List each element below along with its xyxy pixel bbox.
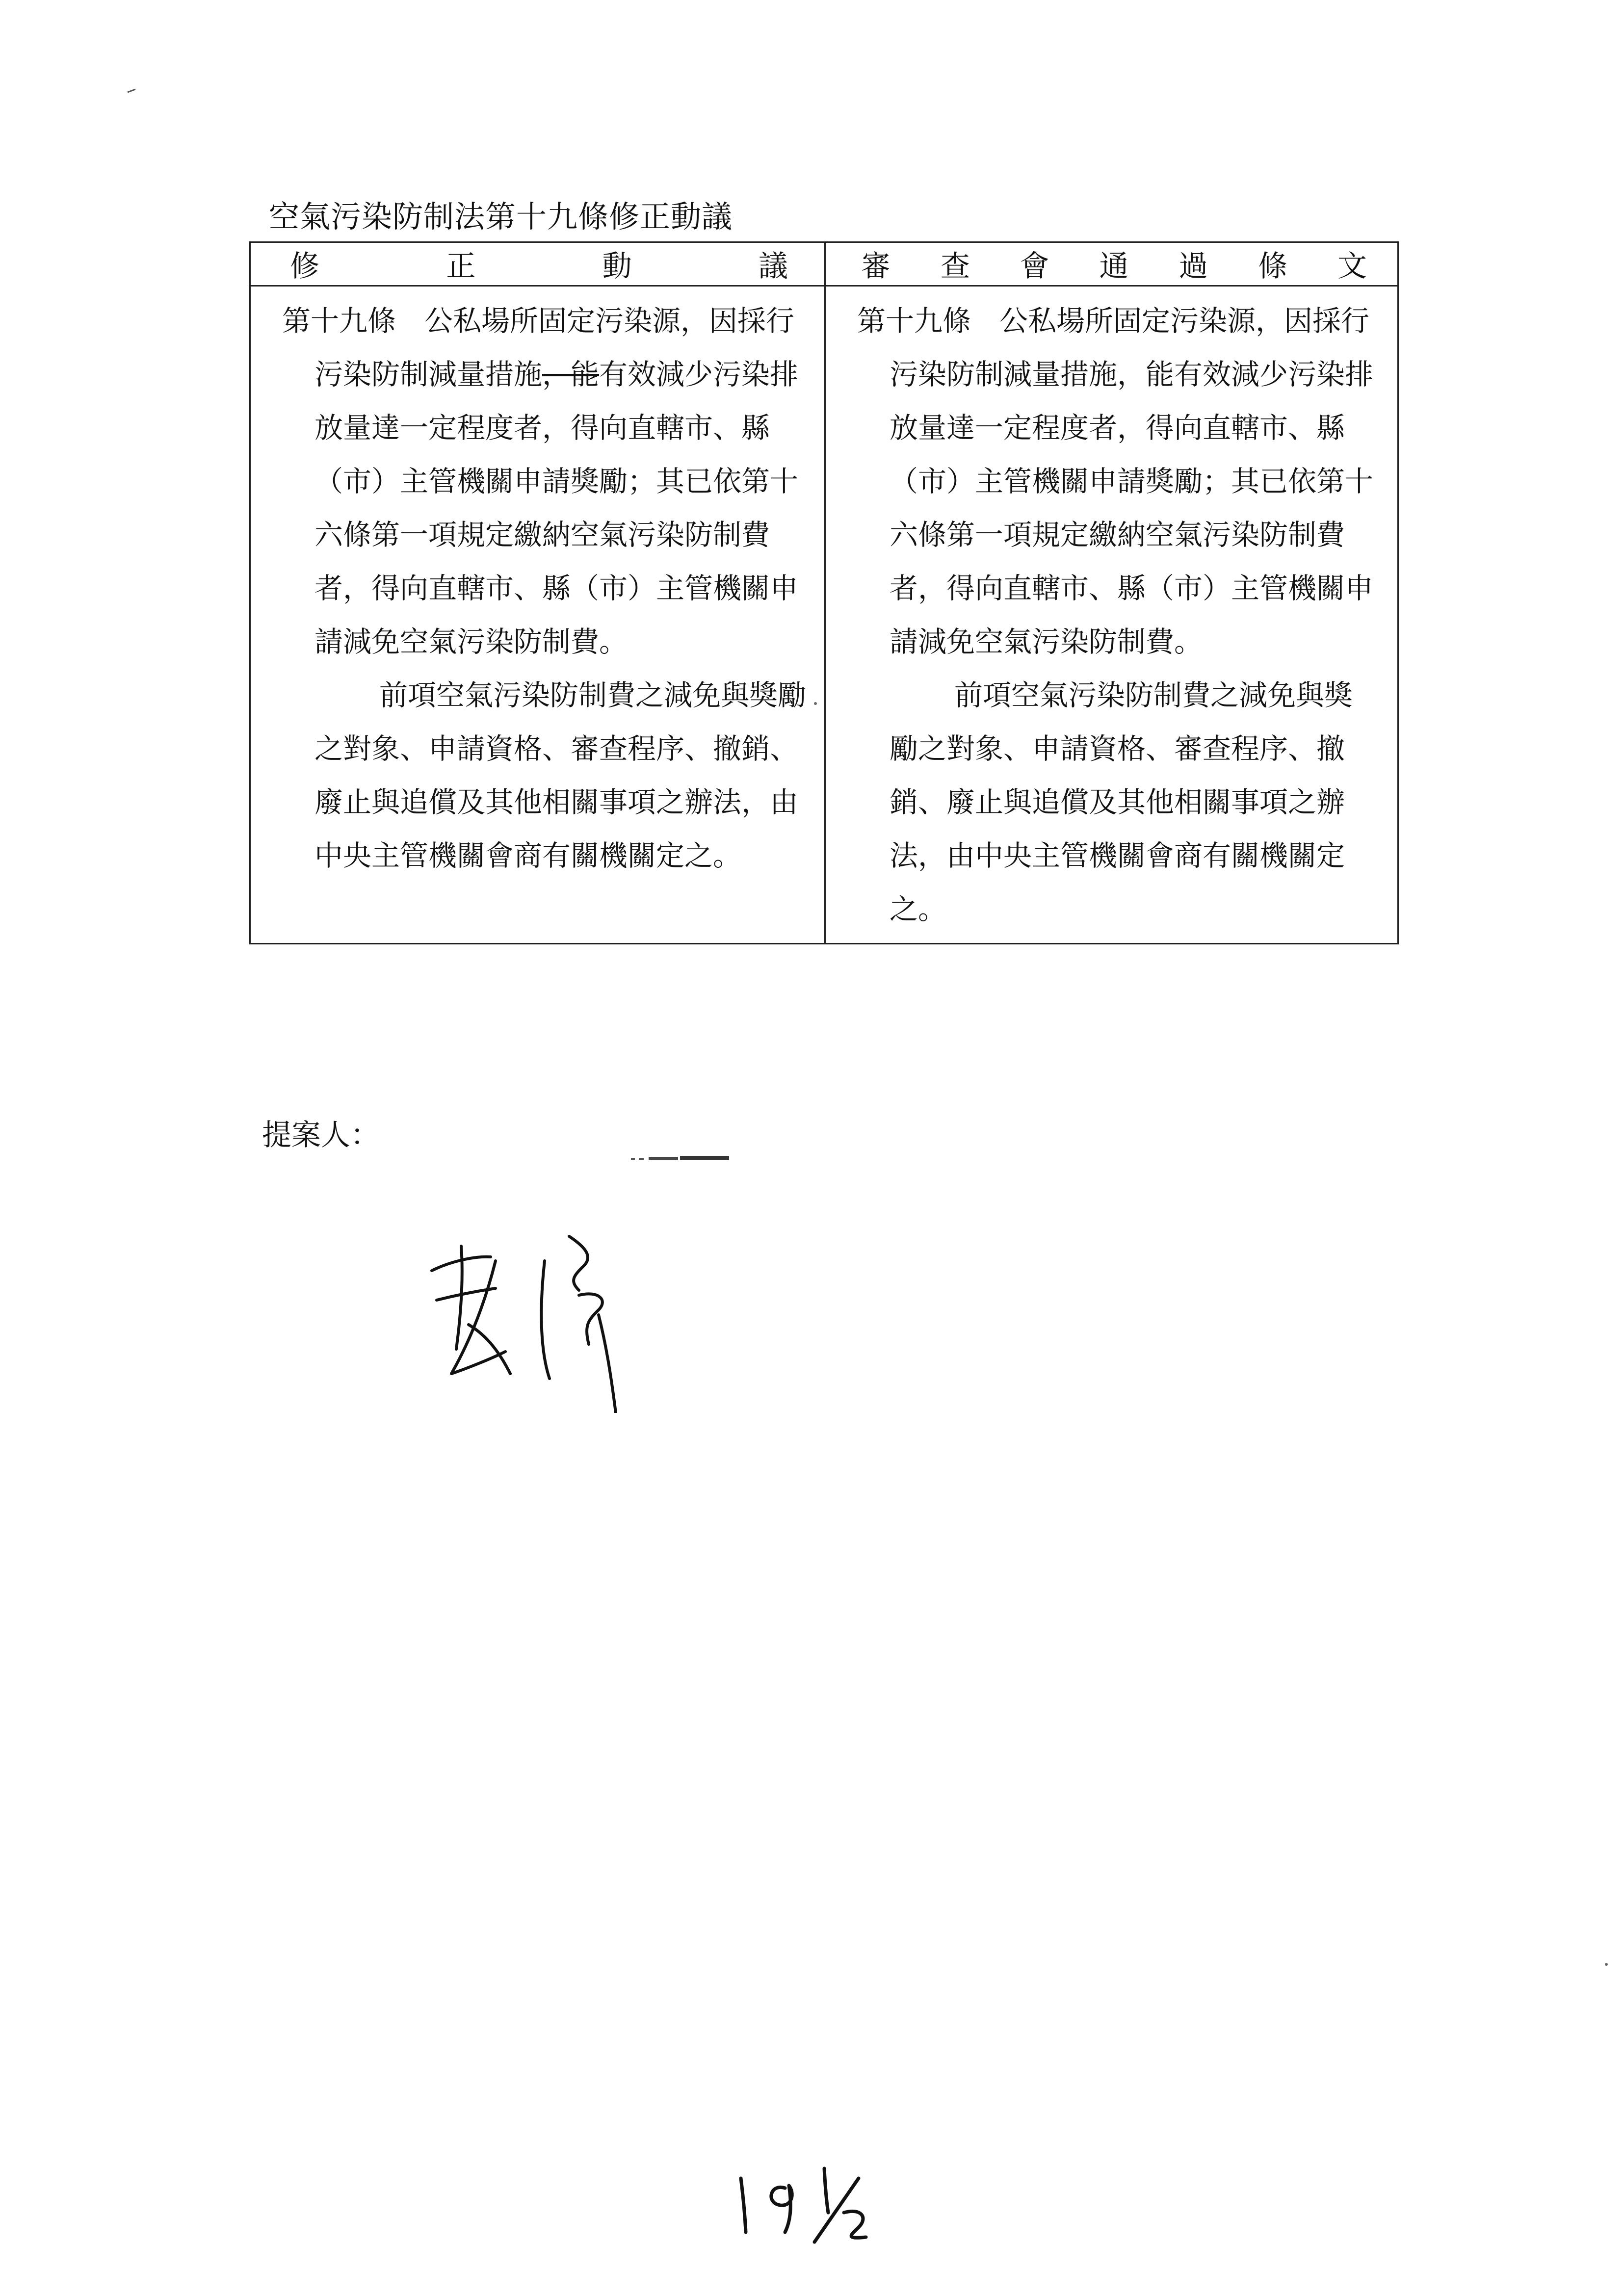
header-char: 審 [861, 249, 891, 284]
table-header-row [250, 242, 1398, 286]
header-char: 查 [940, 249, 970, 284]
article-paragraph-2: 前項空氣污染防制費之減免與獎勵之對象、申請資格、審查程序、撤銷、廢止與追償及其他相關事項之辦法，由中央主管機關會商有關機關定之。 [890, 678, 1353, 926]
article-paragraph-1: 第十九條 公私場所固定污染源，因採行污染防制減量措施，能有效減少污染排放量達一定程度者，得向直轄市、縣（市）主管機關申請獎勵；其已依第十六條第一項規定繳納空氣污染防制費者，得向直轄市、縣（市）主管機關申請減免空氣污染防制費。 [857, 304, 1374, 658]
amendment-cell [250, 286, 825, 944]
committee-cell [825, 286, 1398, 944]
article-text: 有效減少污染排放量達一定程度者，得向直轄市、縣（市）主管機關申請獎勵；其已依第十六條第一項規定繳納空氣污染防制費者，得向直轄市、縣（市）主管機關申請減免空氣污染防制費。 [314, 358, 799, 658]
scan-mark [631, 1155, 729, 1162]
article-paragraph-1 [282, 294, 808, 669]
handwritten-signature [422, 1226, 697, 1413]
handwritten-page-number [731, 2159, 893, 2247]
header-char: 修 [290, 249, 319, 284]
document-title: 空氣污染防制法第十九條修正動議 [269, 199, 733, 235]
header-committee-text [825, 242, 1398, 286]
header-char: 通 [1099, 249, 1129, 284]
header-char: 過 [1179, 249, 1208, 284]
table-body-row [250, 286, 1398, 944]
scan-speck [813, 702, 817, 705]
header-char: 議 [758, 249, 788, 284]
header-char: 正 [446, 249, 476, 284]
header-char: 會 [1020, 249, 1049, 284]
scan-speck [127, 88, 136, 93]
amendment-table [249, 241, 1399, 944]
struck-text: ，能 [542, 358, 600, 391]
scan-speck [1604, 1962, 1608, 1966]
sponsor-label: 提案人： [262, 1118, 380, 1152]
header-char: 動 [602, 249, 632, 284]
header-char: 文 [1337, 249, 1367, 284]
header-char: 條 [1258, 249, 1288, 284]
article-paragraph-2: 前項空氣污染防制費之減免與獎勵之對象、申請資格、審查程序、撤銷、廢止與追償及其他相關事項之辦法，由中央主管機關會商有關機關定之。 [314, 678, 807, 872]
article-text: 第十九條 公私場所固定污染源，因採行污染防制減量措施 [282, 304, 795, 391]
header-amendment-motion [250, 242, 825, 286]
